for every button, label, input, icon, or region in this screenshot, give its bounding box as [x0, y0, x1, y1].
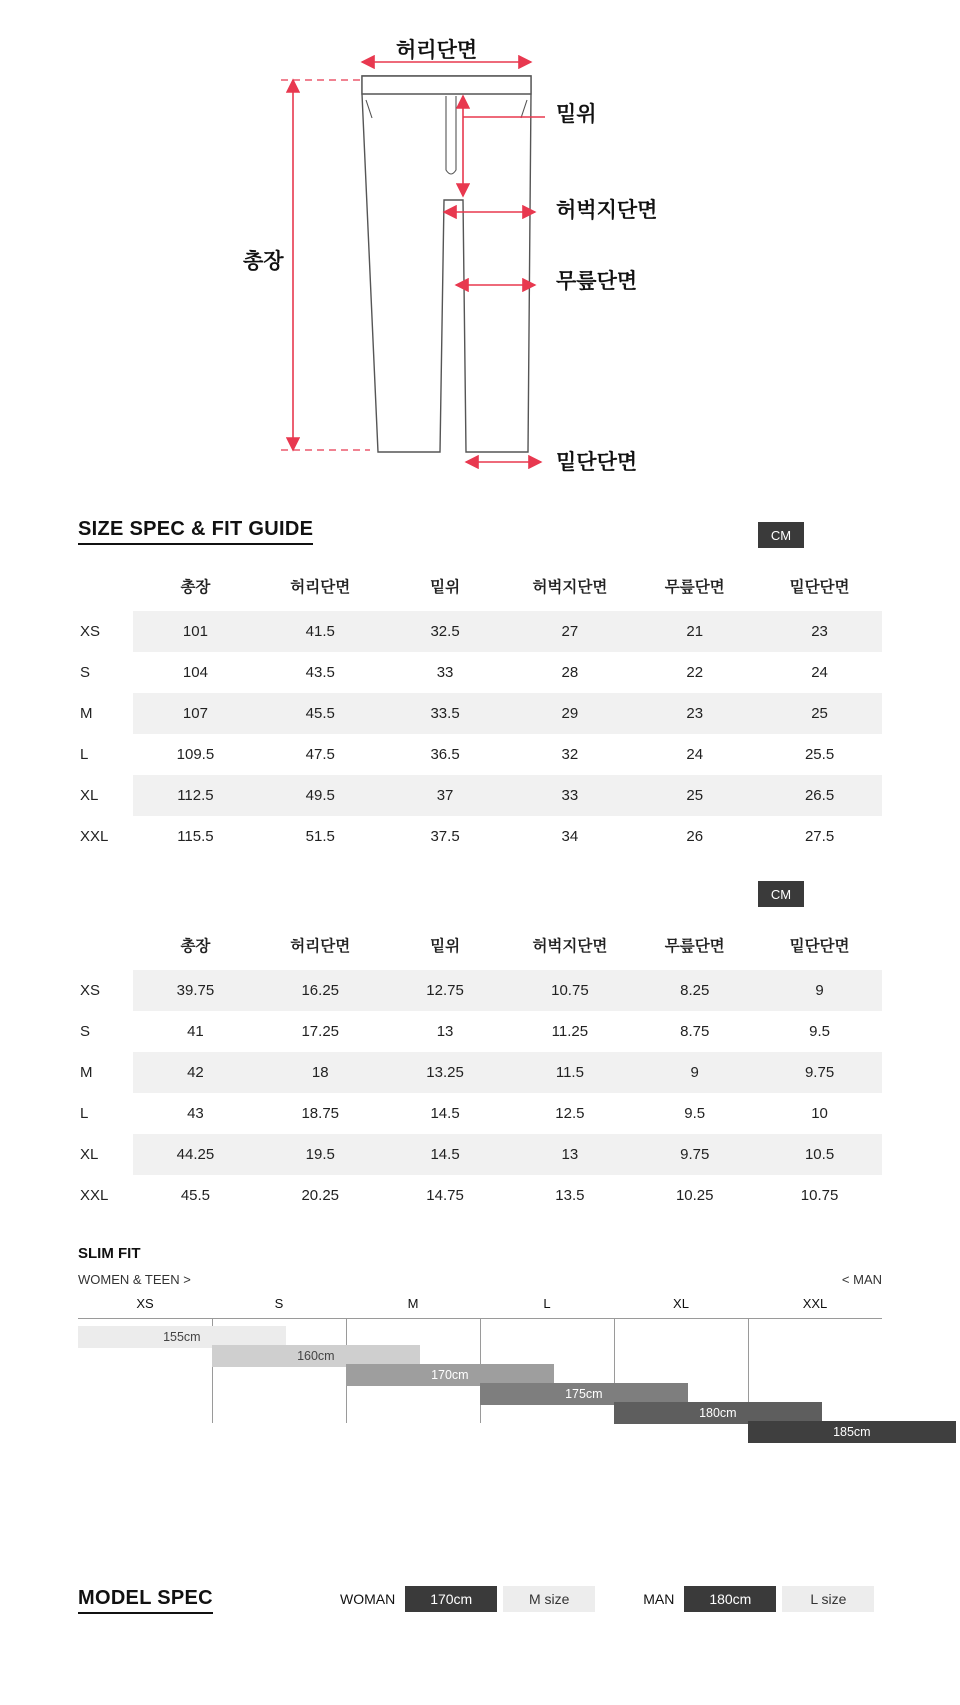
table-cell: 51.5	[258, 816, 383, 857]
label-rise: 밑위	[556, 103, 597, 126]
label-thigh: 허벅지단면	[556, 199, 658, 222]
table-cell: 8.75	[632, 1011, 757, 1052]
table-cell: 8.25	[632, 970, 757, 1011]
size-label: XXL	[78, 1175, 133, 1216]
model-spec-row	[340, 1586, 880, 1612]
size-label: S	[78, 1011, 133, 1052]
table-cell: 9.75	[757, 1052, 882, 1093]
table-cell: 10.5	[757, 1134, 882, 1175]
table-row	[78, 1175, 882, 1216]
model-man-height: 180cm	[684, 1586, 776, 1612]
model-woman-height: 170cm	[405, 1586, 497, 1612]
size-table-inch	[78, 924, 882, 1216]
fit-bar-label: 175cm	[565, 1387, 603, 1401]
column-header: 무릎단면	[664, 578, 725, 596]
table-cell: 9	[757, 970, 882, 1011]
table-cell: 13	[507, 1134, 632, 1175]
table-row	[78, 816, 882, 857]
table-cell: 11.5	[507, 1052, 632, 1093]
fit-size-xl: XL	[673, 1296, 689, 1311]
table-cell: 41	[133, 1011, 258, 1052]
table-header-row	[78, 565, 882, 611]
table-cell: 32	[507, 734, 632, 775]
table-corner-cell	[78, 924, 133, 970]
table-cell: 27.5	[757, 816, 882, 857]
size-label: XL	[78, 775, 133, 816]
table-cell: 12.75	[383, 970, 508, 1011]
table-cell: 39.75	[133, 970, 258, 1011]
table-row	[78, 1093, 882, 1134]
table-row	[78, 775, 882, 816]
column-header: 무릎단면	[664, 937, 725, 955]
fit-bar-label: 185cm	[833, 1425, 871, 1439]
table-cell: 9	[632, 1052, 757, 1093]
size-label: XS	[78, 611, 133, 652]
table-cell: 9.5	[757, 1011, 882, 1052]
size-label: L	[78, 734, 133, 775]
pants-illustration	[0, 0, 960, 500]
column-header: 밑위	[430, 937, 461, 955]
table-cell: 107	[133, 693, 258, 734]
table-cell: 14.5	[383, 1093, 508, 1134]
table-cell: 23	[757, 611, 882, 652]
column-header: 허벅지단면	[532, 937, 608, 955]
label-hem: 밑단단면	[556, 451, 638, 474]
label-waist: 허리단면	[396, 39, 478, 62]
fit-chart	[78, 1296, 882, 1446]
table-cell: 14.5	[383, 1134, 508, 1175]
fit-size-labels	[78, 1296, 882, 1316]
table-cell: 22	[632, 652, 757, 693]
table-cell: 33	[507, 775, 632, 816]
table-cell: 25	[632, 775, 757, 816]
size-label: M	[78, 693, 133, 734]
column-header: 허리단면	[290, 937, 351, 955]
model-woman-size: M size	[503, 1586, 595, 1612]
fit-bar-label: 160cm	[297, 1349, 335, 1363]
fit-bar-label: 180cm	[699, 1406, 737, 1420]
table-cell: 43	[133, 1093, 258, 1134]
table-cell: 33.5	[383, 693, 508, 734]
table-cell: 19.5	[258, 1134, 383, 1175]
table-cell: 115.5	[133, 816, 258, 857]
table-cell: 49.5	[258, 775, 383, 816]
table-cell: 25.5	[757, 734, 882, 775]
table-cell: 34	[507, 816, 632, 857]
table-cell: 45.5	[133, 1175, 258, 1216]
table-cell: 42	[133, 1052, 258, 1093]
table-row	[78, 1011, 882, 1052]
table-row	[78, 693, 882, 734]
table-cell: 45.5	[258, 693, 383, 734]
table-cell: 33	[383, 652, 508, 693]
table-cell: 21	[632, 611, 757, 652]
table-row	[78, 652, 882, 693]
size-label: L	[78, 1093, 133, 1134]
table-cell: 25	[757, 693, 882, 734]
column-header: 총장	[180, 937, 211, 955]
table-cell: 32.5	[383, 611, 508, 652]
table-cell: 112.5	[133, 775, 258, 816]
table-cell: 18	[258, 1052, 383, 1093]
fit-bar-xxl	[748, 1421, 956, 1443]
table-cell: 9.5	[632, 1093, 757, 1134]
table-cell: 17.25	[258, 1011, 383, 1052]
table-cell: 10.75	[507, 970, 632, 1011]
table-header-row	[78, 924, 882, 970]
table-cell: 13.5	[507, 1175, 632, 1216]
table-cell: 29	[507, 693, 632, 734]
fit-guide	[78, 1245, 882, 1446]
fit-size-l: L	[543, 1296, 551, 1311]
table-cell: 13.25	[383, 1052, 508, 1093]
fit-size-xs: XS	[136, 1296, 154, 1311]
table-cell: 18.75	[258, 1093, 383, 1134]
table-row	[78, 1134, 882, 1175]
table-cell: 26	[632, 816, 757, 857]
table-cell: 11.25	[507, 1011, 632, 1052]
table-cell: 27	[507, 611, 632, 652]
label-knee: 무릎단면	[556, 270, 638, 293]
model-man-size: L size	[782, 1586, 874, 1612]
table-row	[78, 734, 882, 775]
unit-badge-cm: CM	[758, 522, 804, 548]
table-cell: 10.25	[632, 1175, 757, 1216]
table-cell: 14.75	[383, 1175, 508, 1216]
fit-size-s: S	[274, 1296, 284, 1311]
size-spec-title: SIZE SPEC & FIT GUIDE	[78, 518, 313, 545]
table-cell: 24	[757, 652, 882, 693]
table-cell: 36.5	[383, 734, 508, 775]
table-cell: 12.5	[507, 1093, 632, 1134]
size-table-cm	[78, 565, 882, 857]
unit-badge-inch: CM	[758, 881, 804, 907]
fit-bar-label: 155cm	[163, 1330, 201, 1344]
table-cell: 9.75	[632, 1134, 757, 1175]
model-spec-title: MODEL SPEC	[78, 1587, 213, 1614]
table-cell: 10.75	[757, 1175, 882, 1216]
size-label: S	[78, 652, 133, 693]
fit-note-man: < MAN	[841, 1272, 882, 1287]
table-cell: 10	[757, 1093, 882, 1134]
column-header: 밑단단면	[789, 937, 850, 955]
table-cell: 20.25	[258, 1175, 383, 1216]
table-cell: 43.5	[258, 652, 383, 693]
table-cell: 28	[507, 652, 632, 693]
size-label: M	[78, 1052, 133, 1093]
table-cell: 16.25	[258, 970, 383, 1011]
table-corner-cell	[78, 565, 133, 611]
size-label: XS	[78, 970, 133, 1011]
table-cell: 47.5	[258, 734, 383, 775]
column-header: 밑단단면	[789, 578, 850, 596]
fit-size-m: M	[407, 1296, 419, 1311]
column-header: 밑위	[430, 578, 461, 596]
table-cell: 44.25	[133, 1134, 258, 1175]
table-cell: 109.5	[133, 734, 258, 775]
fit-bar-label: 170cm	[431, 1368, 469, 1382]
column-header: 허리단면	[290, 578, 351, 596]
column-header: 총장	[180, 578, 211, 596]
model-woman-tag: WOMAN	[340, 1591, 396, 1607]
table-cell: 23	[632, 693, 757, 734]
pants-measurement-diagram	[0, 0, 960, 500]
table-cell: 26.5	[757, 775, 882, 816]
table-cell: 13	[383, 1011, 508, 1052]
table-row	[78, 970, 882, 1011]
table-cell: 101	[133, 611, 258, 652]
fit-subnotes	[78, 1272, 882, 1290]
size-label: XL	[78, 1134, 133, 1175]
label-total-length: 총장	[243, 250, 284, 273]
table-cell: 24	[632, 734, 757, 775]
size-label: XXL	[78, 816, 133, 857]
table-row	[78, 1052, 882, 1093]
model-man-tag: MAN	[643, 1591, 675, 1607]
table-cell: 37.5	[383, 816, 508, 857]
fit-size-xxl: XXL	[802, 1296, 828, 1311]
column-header: 허벅지단면	[532, 578, 608, 596]
fit-title: SLIM FIT	[78, 1245, 141, 1262]
fit-note-women: WOMEN & TEEN >	[78, 1272, 191, 1287]
table-cell: 41.5	[258, 611, 383, 652]
table-cell: 37	[383, 775, 508, 816]
table-row	[78, 611, 882, 652]
table-cell: 104	[133, 652, 258, 693]
